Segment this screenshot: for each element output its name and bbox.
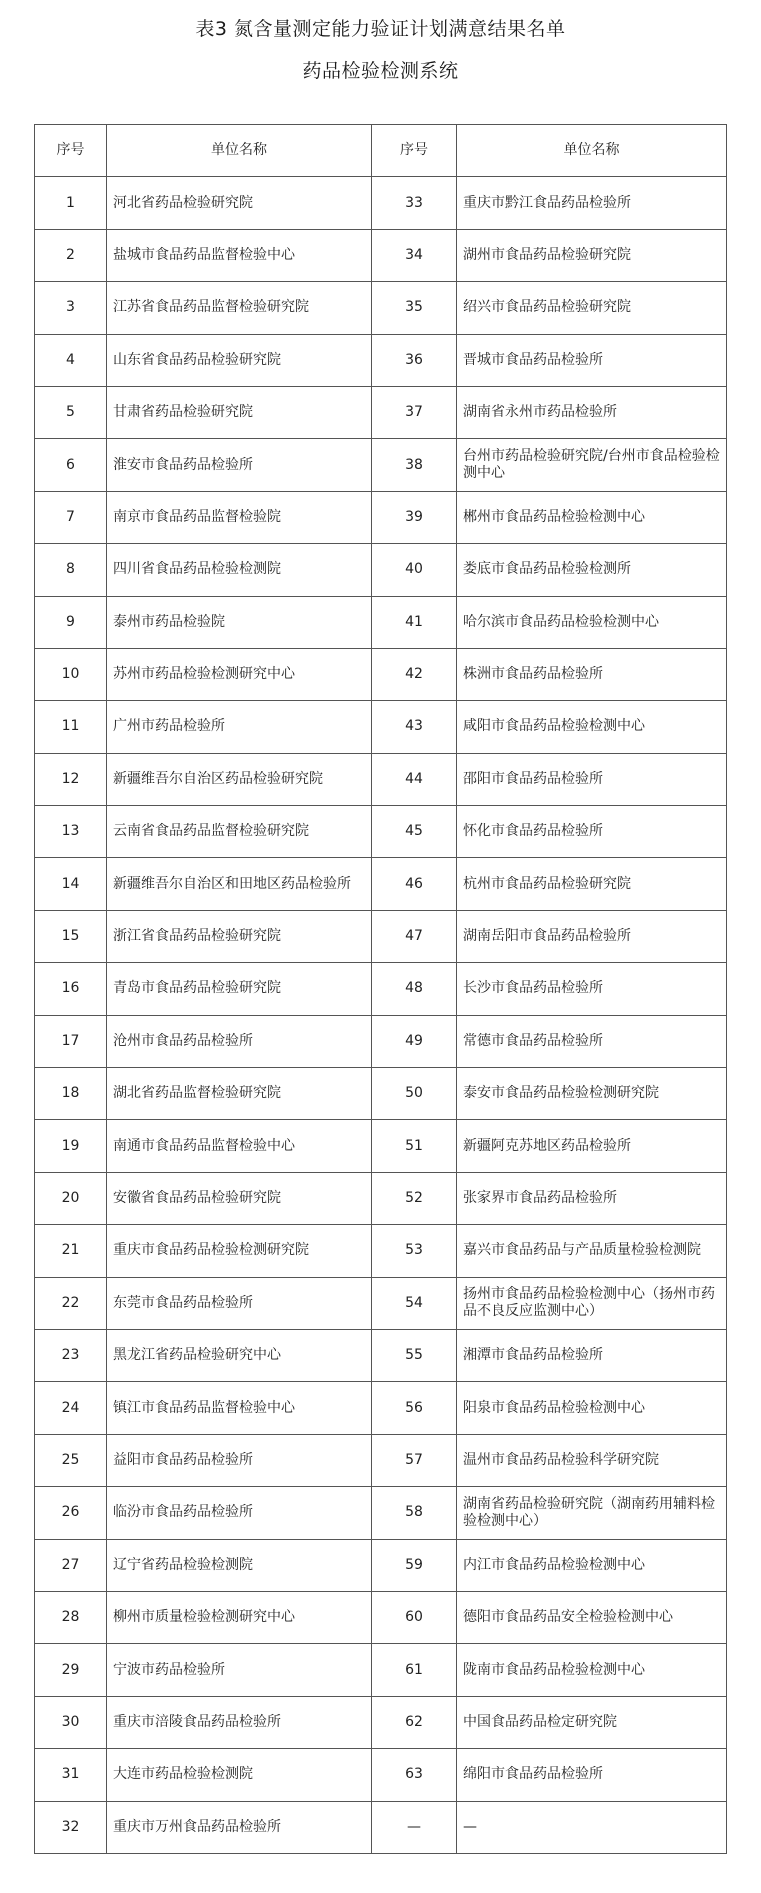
seq-right-cell: 41	[372, 596, 457, 648]
seq-right-cell: 52	[372, 1172, 457, 1224]
unit-right-cell: 重庆市黔江食品药品检验所	[457, 177, 727, 229]
unit-right-cell: 咸阳市食品药品检验检测中心	[457, 701, 727, 753]
seq-right-cell: 33	[372, 177, 457, 229]
seq-right-cell: 56	[372, 1382, 457, 1434]
seq-right-cell: 55	[372, 1329, 457, 1381]
seq-right-cell: 36	[372, 334, 457, 386]
unit-right-cell: —	[457, 1801, 727, 1853]
seq-right-cell: 62	[372, 1696, 457, 1748]
unit-right-cell: 哈尔滨市食品药品检验检测中心	[457, 596, 727, 648]
unit-left-cell: 新疆维吾尔自治区药品检验研究院	[107, 753, 372, 805]
seq-left-cell: 1	[35, 177, 107, 229]
table-row	[35, 1225, 727, 1277]
unit-right-cell: 湘潭市食品药品检验所	[457, 1329, 727, 1381]
seq-left-cell: 29	[35, 1644, 107, 1696]
table-row	[35, 1801, 727, 1853]
seq-right-cell: 48	[372, 963, 457, 1015]
table-row	[35, 596, 727, 648]
unit-left-cell: 南通市食品药品监督检验中心	[107, 1120, 372, 1172]
unit-left-cell: 苏州市药品检验检测研究中心	[107, 648, 372, 700]
unit-right-cell: 湖南省药品检验研究院（湖南药用辅料检验检测中心）	[457, 1487, 727, 1539]
unit-left-cell: 浙江省食品药品检验研究院	[107, 910, 372, 962]
seq-right-cell: 59	[372, 1539, 457, 1591]
unit-right-cell: 郴州市食品药品检验检测中心	[457, 491, 727, 543]
unit-left-cell: 四川省食品药品检验检测院	[107, 544, 372, 596]
seq-right-cell: 61	[372, 1644, 457, 1696]
seq-right-cell: —	[372, 1801, 457, 1853]
seq-left-cell: 7	[35, 491, 107, 543]
seq-left-cell: 15	[35, 910, 107, 962]
unit-right-cell: 扬州市食品药品检验检测中心（扬州市药品不良反应监测中心）	[457, 1277, 727, 1329]
table-row	[35, 1382, 727, 1434]
seq-right-cell: 49	[372, 1015, 457, 1067]
unit-right-cell: 湖南岳阳市食品药品检验所	[457, 910, 727, 962]
table-row	[35, 963, 727, 1015]
unit-left-cell: 南京市食品药品监督检验院	[107, 491, 372, 543]
table-row	[35, 858, 727, 910]
seq-left-cell: 4	[35, 334, 107, 386]
header-row	[35, 125, 727, 177]
table-row	[35, 701, 727, 753]
seq-right-cell: 35	[372, 282, 457, 334]
unit-left-cell: 湖北省药品监督检验研究院	[107, 1068, 372, 1120]
unit-left-cell: 广州市药品检验所	[107, 701, 372, 753]
unit-right-cell: 娄底市食品药品检验检测所	[457, 544, 727, 596]
seq-right-cell: 53	[372, 1225, 457, 1277]
seq-left-cell: 8	[35, 544, 107, 596]
table-row	[35, 1539, 727, 1591]
unit-left-cell: 山东省食品药品检验研究院	[107, 334, 372, 386]
seq-left-cell: 31	[35, 1749, 107, 1801]
table-row	[35, 648, 727, 700]
unit-right-cell: 泰安市食品药品检验检测研究院	[457, 1068, 727, 1120]
seq-left-cell: 27	[35, 1539, 107, 1591]
unit-right-cell: 绵阳市食品药品检验所	[457, 1749, 727, 1801]
seq-right-cell: 57	[372, 1434, 457, 1486]
unit-left-cell: 河北省药品检验研究院	[107, 177, 372, 229]
unit-left-cell: 甘肃省药品检验研究院	[107, 386, 372, 438]
unit-right-cell: 绍兴市食品药品检验研究院	[457, 282, 727, 334]
seq-left-cell: 30	[35, 1696, 107, 1748]
seq-left-cell: 2	[35, 229, 107, 281]
seq-left-cell: 13	[35, 806, 107, 858]
seq-right-cell: 58	[372, 1487, 457, 1539]
table-row	[35, 334, 727, 386]
unit-right-cell: 张家界市食品药品检验所	[457, 1172, 727, 1224]
table-row	[35, 910, 727, 962]
seq-right-cell: 47	[372, 910, 457, 962]
unit-left-cell: 江苏省食品药品监督检验研究院	[107, 282, 372, 334]
unit-left-cell: 大连市药品检验检测院	[107, 1749, 372, 1801]
unit-right-cell: 杭州市食品药品检验研究院	[457, 858, 727, 910]
header-unit-right: 单位名称	[457, 125, 727, 177]
unit-right-cell: 内江市食品药品检验检测中心	[457, 1539, 727, 1591]
unit-left-cell: 重庆市食品药品检验检测研究院	[107, 1225, 372, 1277]
unit-left-cell: 重庆市万州食品药品检验所	[107, 1801, 372, 1853]
unit-left-cell: 沧州市食品药品检验所	[107, 1015, 372, 1067]
seq-left-cell: 21	[35, 1225, 107, 1277]
seq-left-cell: 19	[35, 1120, 107, 1172]
seq-left-cell: 3	[35, 282, 107, 334]
unit-left-cell: 临汾市食品药品检验所	[107, 1487, 372, 1539]
unit-right-cell: 台州市药品检验研究院/台州市食品检验检测中心	[457, 439, 727, 491]
unit-right-cell: 株洲市食品药品检验所	[457, 648, 727, 700]
seq-left-cell: 16	[35, 963, 107, 1015]
seq-left-cell: 5	[35, 386, 107, 438]
unit-right-cell: 德阳市食品药品安全检验检测中心	[457, 1591, 727, 1643]
unit-right-cell: 怀化市食品药品检验所	[457, 806, 727, 858]
seq-left-cell: 32	[35, 1801, 107, 1853]
seq-right-cell: 54	[372, 1277, 457, 1329]
unit-right-cell: 阳泉市食品药品检验检测中心	[457, 1382, 727, 1434]
unit-left-cell: 重庆市涪陵食品药品检验所	[107, 1696, 372, 1748]
table-row	[35, 1068, 727, 1120]
unit-left-cell: 柳州市质量检验检测研究中心	[107, 1591, 372, 1643]
unit-left-cell: 盐城市食品药品监督检验中心	[107, 229, 372, 281]
seq-left-cell: 20	[35, 1172, 107, 1224]
seq-right-cell: 46	[372, 858, 457, 910]
table-row	[35, 282, 727, 334]
header-seq-right: 序号	[372, 125, 457, 177]
unit-left-cell: 辽宁省药品检验检测院	[107, 1539, 372, 1591]
table-row	[35, 1329, 727, 1381]
seq-right-cell: 51	[372, 1120, 457, 1172]
header-unit-left: 单位名称	[107, 125, 372, 177]
unit-right-cell: 湖南省永州市药品检验所	[457, 386, 727, 438]
seq-left-cell: 6	[35, 439, 107, 491]
table-row	[35, 386, 727, 438]
unit-left-cell: 宁波市药品检验所	[107, 1644, 372, 1696]
seq-right-cell: 34	[372, 229, 457, 281]
seq-left-cell: 18	[35, 1068, 107, 1120]
seq-left-cell: 14	[35, 858, 107, 910]
unit-left-cell: 泰州市药品检验院	[107, 596, 372, 648]
seq-right-cell: 45	[372, 806, 457, 858]
table-row	[35, 1696, 727, 1748]
unit-right-cell: 长沙市食品药品检验所	[457, 963, 727, 1015]
table-row	[35, 439, 727, 491]
seq-right-cell: 38	[372, 439, 457, 491]
unit-left-cell: 镇江市食品药品监督检验中心	[107, 1382, 372, 1434]
seq-left-cell: 12	[35, 753, 107, 805]
seq-right-cell: 44	[372, 753, 457, 805]
seq-right-cell: 40	[372, 544, 457, 596]
table-row	[35, 177, 727, 229]
seq-right-cell: 42	[372, 648, 457, 700]
unit-left-cell: 东莞市食品药品检验所	[107, 1277, 372, 1329]
seq-left-cell: 9	[35, 596, 107, 648]
header-seq-left: 序号	[35, 125, 107, 177]
table-title: 表3 氮含量测定能力验证计划满意结果名单	[195, 18, 566, 40]
table-row	[35, 1277, 727, 1329]
table-row	[35, 229, 727, 281]
unit-right-cell: 新疆阿克苏地区药品检验所	[457, 1120, 727, 1172]
table-row	[35, 1172, 727, 1224]
unit-left-cell: 云南省食品药品监督检验研究院	[107, 806, 372, 858]
seq-right-cell: 37	[372, 386, 457, 438]
unit-right-cell: 温州市食品药品检验科学研究院	[457, 1434, 727, 1486]
unit-right-cell: 陇南市食品药品检验检测中心	[457, 1644, 727, 1696]
table-row	[35, 1749, 727, 1801]
table-subtitle: 药品检验检测系统	[302, 60, 459, 82]
unit-left-cell: 青岛市食品药品检验研究院	[107, 963, 372, 1015]
table-row	[35, 1120, 727, 1172]
seq-left-cell: 25	[35, 1434, 107, 1486]
seq-right-cell: 39	[372, 491, 457, 543]
table-row	[35, 753, 727, 805]
seq-left-cell: 10	[35, 648, 107, 700]
table-row	[35, 544, 727, 596]
results-table	[34, 124, 727, 1854]
table-row	[35, 1434, 727, 1486]
table-row	[35, 1015, 727, 1067]
unit-left-cell: 黑龙江省药品检验研究中心	[107, 1329, 372, 1381]
seq-left-cell: 24	[35, 1382, 107, 1434]
table-row	[35, 1591, 727, 1643]
table-row	[35, 806, 727, 858]
unit-left-cell: 新疆维吾尔自治区和田地区药品检验所	[107, 858, 372, 910]
table-row	[35, 1644, 727, 1696]
unit-right-cell: 常德市食品药品检验所	[457, 1015, 727, 1067]
unit-right-cell: 湖州市食品药品检验研究院	[457, 229, 727, 281]
seq-right-cell: 60	[372, 1591, 457, 1643]
unit-left-cell: 益阳市食品药品检验所	[107, 1434, 372, 1486]
unit-left-cell: 安徽省食品药品检验研究院	[107, 1172, 372, 1224]
seq-right-cell: 63	[372, 1749, 457, 1801]
seq-left-cell: 17	[35, 1015, 107, 1067]
unit-right-cell: 中国食品药品检定研究院	[457, 1696, 727, 1748]
seq-right-cell: 50	[372, 1068, 457, 1120]
unit-right-cell: 晋城市食品药品检验所	[457, 334, 727, 386]
table-row	[35, 1487, 727, 1539]
unit-right-cell: 嘉兴市食品药品与产品质量检验检测院	[457, 1225, 727, 1277]
unit-right-cell: 邵阳市食品药品检验所	[457, 753, 727, 805]
seq-left-cell: 22	[35, 1277, 107, 1329]
seq-left-cell: 26	[35, 1487, 107, 1539]
seq-left-cell: 23	[35, 1329, 107, 1381]
seq-left-cell: 28	[35, 1591, 107, 1643]
seq-left-cell: 11	[35, 701, 107, 753]
unit-left-cell: 淮安市食品药品检验所	[107, 439, 372, 491]
table-row	[35, 491, 727, 543]
seq-right-cell: 43	[372, 701, 457, 753]
